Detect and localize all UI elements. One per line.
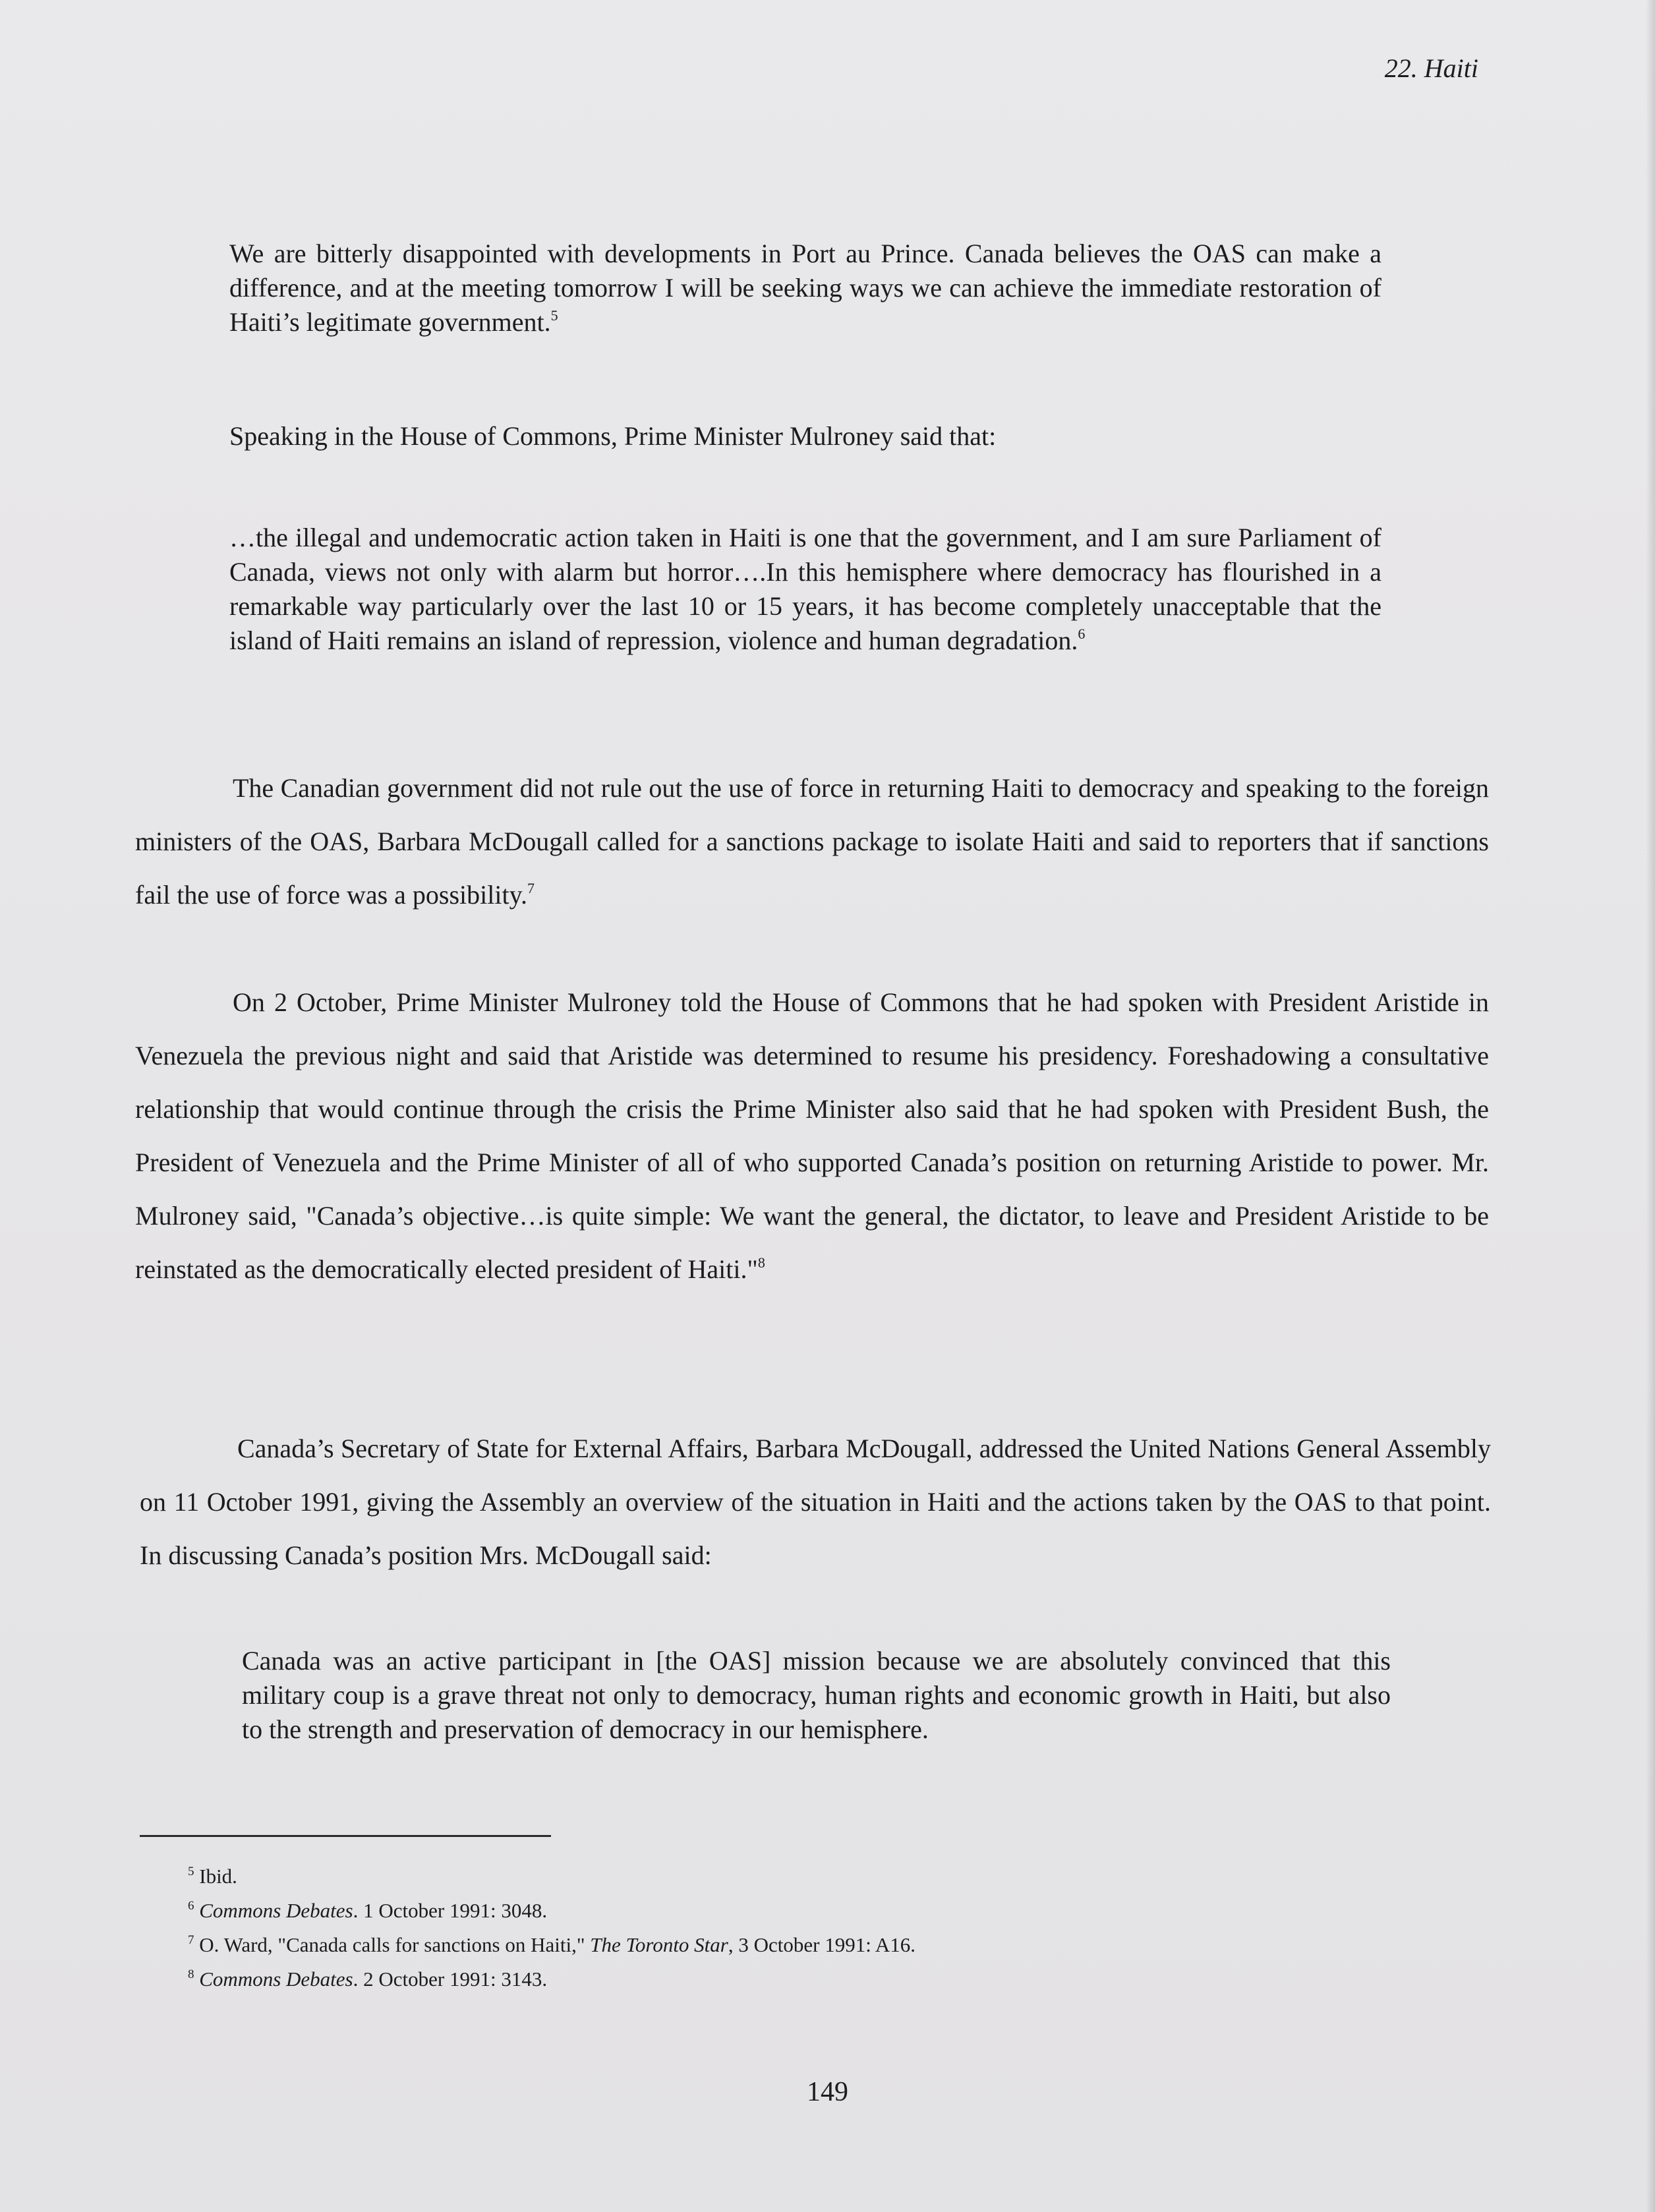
footnote-source-title: Commons Debates (199, 1967, 353, 1991)
body-paragraph-un-address-text: Canada’s Secretary of State for External Affairs, Barbara McDougall, addressed the United Nations General Assembly on 11 October 1991, giving the Assembly an overview of the situation in Haiti and the actions taken by the OAS to that point. In discussing Canada’s position Mrs. McDougall said: (140, 1434, 1491, 1570)
footnote-8 (188, 1962, 1440, 1996)
body-paragraph-force (135, 761, 1489, 921)
footnote-number: 8 (188, 1967, 194, 1981)
block-quote-2-text: …the illegal and undemocratic action taken in Haiti is one that the government, and I am sure Parliament of Canada, views not only with alarm but horror….In this hemisphere where democracy has flourished in a remarkable way particularly over the last 10 or 15 years, it has become completely unacceptable that the island of Haiti remains an island of repression, violence and human degradation. (229, 523, 1381, 655)
footnote-7 (188, 1928, 1440, 1962)
page-number: 149 (807, 2077, 848, 2107)
body-paragraph-mulroney (135, 975, 1489, 1296)
footnote-ref-7: 7 (527, 880, 535, 896)
footnote-separator (140, 1835, 551, 1837)
body-paragraph-un-address (140, 1422, 1491, 1582)
block-quote-3 (242, 1644, 1391, 1747)
block-quote-1-text: We are bitterly disappointed with developments in Port au Prince. Canada believes the OAS can make a difference, and at the meeting tomorrow I will be seeking ways we can achieve the immediate restoration of Haiti’s legitimate government. (229, 239, 1381, 337)
footnote-number: 6 (188, 1899, 194, 1913)
footnotes (188, 1859, 1440, 1996)
footnote-text: O. Ward, "Canada calls for sanctions on Haiti," (199, 1933, 591, 1956)
body-paragraph-force-text: The Canadian government did not rule out the use of force in returning Haiti to democracy and speaking to the foreign ministers of the OAS, Barbara McDougall called for a sanctions package to isolate Haiti and said to reporters that if sanctions fail the use of force was a possibility. (135, 773, 1489, 910)
footnote-source-title: The Toronto Star (590, 1933, 728, 1956)
body-paragraph-mulroney-text: On 2 October, Prime Minister Mulroney told the House of Commons that he had spoken with President Aristide in Venezuela the previous night and said that Aristide was determined to resume his presidency. Foreshadowing a consultative relationship that would continue through the crisis the Prime Minister also said that he had spoken with President Bush, the President of Venezuela and the Prime Minister of all of who supported Canada’s position on returning Aristide to power. Mr. Mulroney said, "Canada’s objective…is quite simple: We want the general, the dictator, to leave and President Aristide to be reinstated as the democratically elected president of Haiti." (135, 987, 1489, 1284)
footnote-text: Ibid. (199, 1865, 237, 1888)
running-head: 22. Haiti (1384, 53, 1478, 83)
intro-paragraph (229, 419, 1482, 453)
footnote-6 (188, 1894, 1440, 1928)
footnote-source-title: Commons Debates (199, 1899, 353, 1922)
block-quote-2 (229, 521, 1381, 658)
footnote-number: 5 (188, 1865, 194, 1878)
block-quote-3-text: Canada was an active participant in [the OAS] mission because we are absolutely convinced that this military coup is a grave threat not only to democracy, human rights and economic growth in Haiti, but also to the strength and preservation of democracy in our hemisphere. (242, 1646, 1391, 1744)
footnote-text: . 2 October 1991: 3143. (353, 1967, 548, 1991)
footnote-ref-6: 6 (1078, 626, 1086, 642)
footnote-text: , 3 October 1991: A16. (728, 1933, 916, 1956)
footnote-ref-5: 5 (550, 307, 558, 324)
footnote-number: 7 (188, 1933, 194, 1947)
footnote-ref-8: 8 (757, 1254, 765, 1271)
block-quote-1 (229, 237, 1381, 339)
page-edge-shadow (1646, 0, 1655, 2212)
footnote-5 (188, 1859, 1440, 1894)
intro-text: Speaking in the House of Commons, Prime Minister Mulroney said that: (229, 421, 997, 451)
footnote-text: . 1 October 1991: 3048. (353, 1899, 548, 1922)
